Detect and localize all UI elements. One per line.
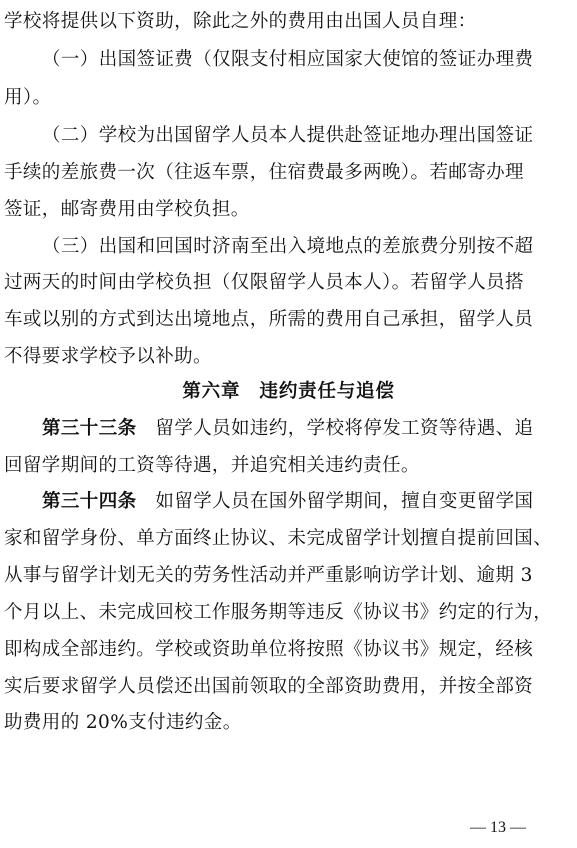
- item-3-line-3: 车或以别的方式到达出境地点，所需的费用自己承担，留学人员: [4, 309, 534, 330]
- page-number: — 13 —: [470, 819, 526, 836]
- article-34-line-4: 个月以上、未完成回校工作服务期等违反《协议书》约定的行为，: [4, 602, 553, 623]
- item-2-line-2: 手续的差旅费一次（往返车票，住宿费最多两晚）。若邮寄办理: [4, 162, 524, 183]
- article-34-label: 第三十四条: [42, 491, 137, 512]
- article-34-line-1: [42, 490, 577, 514]
- item-3-line-1: （三）出国和回国时济南至出入境地点的差旅费分别按不超: [42, 236, 534, 257]
- item-2-line-3: 签证，邮寄费用由学校负担。: [4, 199, 250, 220]
- article-33-line-2: 回留学期间的工资等待遇，并追究相关违约责任。: [4, 455, 420, 476]
- item-2-line-1: （二）学校为出国留学人员本人提供赴签证地办理出国签证: [42, 125, 534, 146]
- article-34-line-2: 家和留学身份、单方面终止协议、未完成留学计划擅自提前回国、: [4, 528, 553, 549]
- article-33-line-1-text: 留学人员如违约，学校将停发工资等待遇、追: [155, 418, 534, 439]
- chapter-heading: 第六章 违约责任与追偿: [182, 381, 395, 402]
- intro-paragraph: 学校将提供以下资助，除此之外的费用由出国人员自理：: [4, 11, 477, 32]
- article-34-line-1-text: 如留学人员在国外留学期间，擅自变更留学国: [155, 491, 534, 512]
- article-34-line-5: 即构成全部违约。学校或资助单位将按照《协议书》规定，经核: [4, 639, 534, 660]
- article-34-spacer: [137, 491, 156, 512]
- article-33-spacer: [137, 418, 156, 439]
- item-1-line-2: 用）。: [4, 87, 52, 108]
- article-33-label: 第三十三条: [42, 418, 137, 439]
- article-33-line-1: [42, 417, 577, 441]
- item-3-line-2: 过两天的时间由学校负担（仅限留学人员本人）。若留学人员搭: [4, 272, 524, 293]
- item-1-line-1: （一）出国签证费（仅限支付相应国家大使馆的签证办理费: [42, 49, 534, 70]
- article-34-line-3: 从事与留学计划无关的劳务性活动并严重影响访学计划、逾期 3: [4, 565, 533, 586]
- article-34-line-6: 实后要求留学人员偿还出国前领取的全部资助费用，并按全部资: [4, 676, 534, 697]
- item-3-line-4: 不得要求学校予以补助。: [4, 346, 212, 367]
- article-34-line-7: 助费用的 20%支付违约金。: [4, 712, 242, 733]
